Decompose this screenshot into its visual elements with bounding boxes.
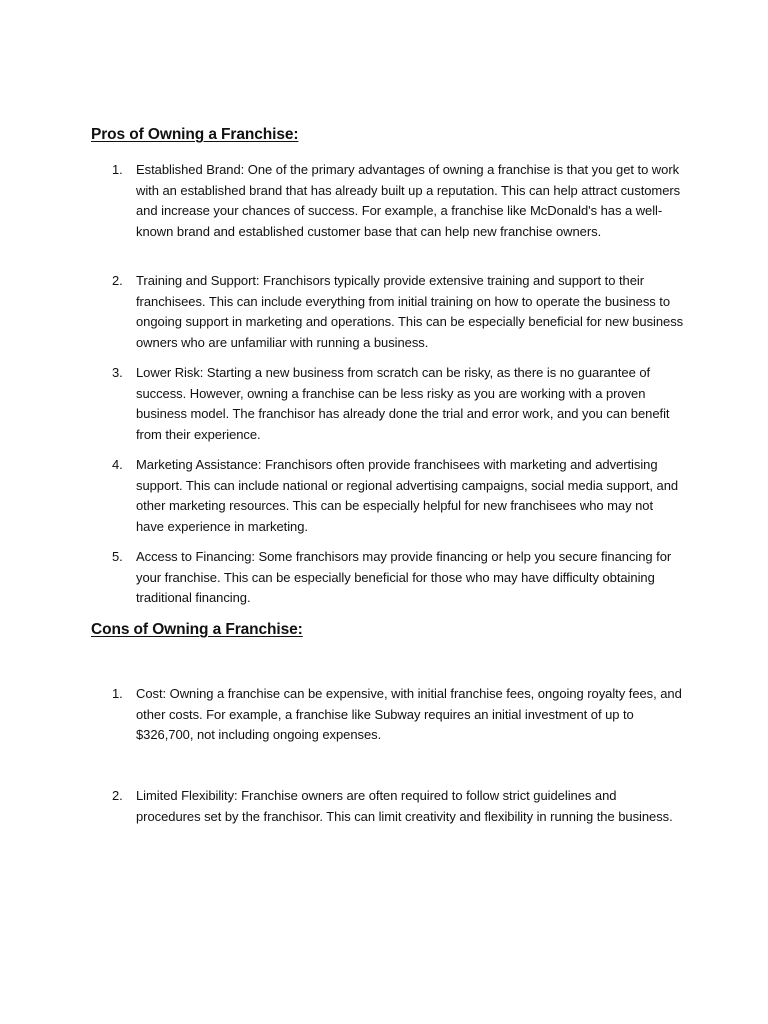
list-item-text: Access to Financing: Some franchisors may provide financing or help you secure financing for your franchise. This can be especially beneficial for those who may have difficulty obtaining traditional financing. (136, 549, 672, 605)
list-item-number: 1. (112, 162, 123, 177)
list-item-text: Limited Flexibility: Franchise owners are often required to follow strict guidelines and procedures set by the franchisor. This can limit creativity and flexibility in running the business. (136, 788, 673, 824)
list-item-text: Established Brand: One of the primary advantages of owning a franchise is that you get to work with an established brand that has already built up a reputation. This can help attract customers and increase your chances of success. For example, a franchise like McDonald's has a well-known brand and established customer base that can help new franchise owners. (136, 162, 681, 239)
list-item-text: Cost: Owning a franchise can be expensive, with initial franchise fees, ongoing royalty fees, and other costs. For example, a franchise like Subway requires an initial investment of up to $326,700, not including ongoing expenses. (136, 686, 682, 742)
pros-list-item (112, 160, 684, 242)
list-item-number: 2. (112, 273, 123, 288)
pros-list-item (112, 363, 684, 445)
cons-list-item (112, 684, 684, 746)
list-item-text: Training and Support: Franchisors typically provide extensive training and support to their franchisees. This can include everything from initial training on how to operate the business to ongoing support in marketing and operations. This can be especially beneficial for new business owners who are unfamiliar with running a business. (136, 273, 684, 350)
pros-list-item (112, 271, 684, 353)
pros-list-item (112, 547, 684, 609)
pros-heading: Pros of Owning a Franchise: (91, 126, 299, 143)
list-item-number: 2. (112, 788, 123, 803)
list-item-number: 1. (112, 686, 123, 701)
list-item-number: 4. (112, 457, 123, 472)
cons-list-item (112, 786, 684, 827)
list-item-text: Lower Risk: Starting a new business from scratch can be risky, as there is no guarantee of success. However, owning a franchise can be less risky as you are working with a proven business model. The franchisor has already done the trial and error work, and you can benefit from their experience. (136, 365, 670, 442)
list-item-number: 3. (112, 365, 123, 380)
cons-heading: Cons of Owning a Franchise: (91, 621, 303, 638)
pros-list-item (112, 455, 684, 537)
list-item-text: Marketing Assistance: Franchisors often provide franchisees with marketing and advertising support. This can include national or regional advertising campaigns, social media support, and other marketing resources. This can be especially helpful for new franchisees who may not have experience in marketing. (136, 457, 679, 534)
list-item-number: 5. (112, 549, 123, 564)
